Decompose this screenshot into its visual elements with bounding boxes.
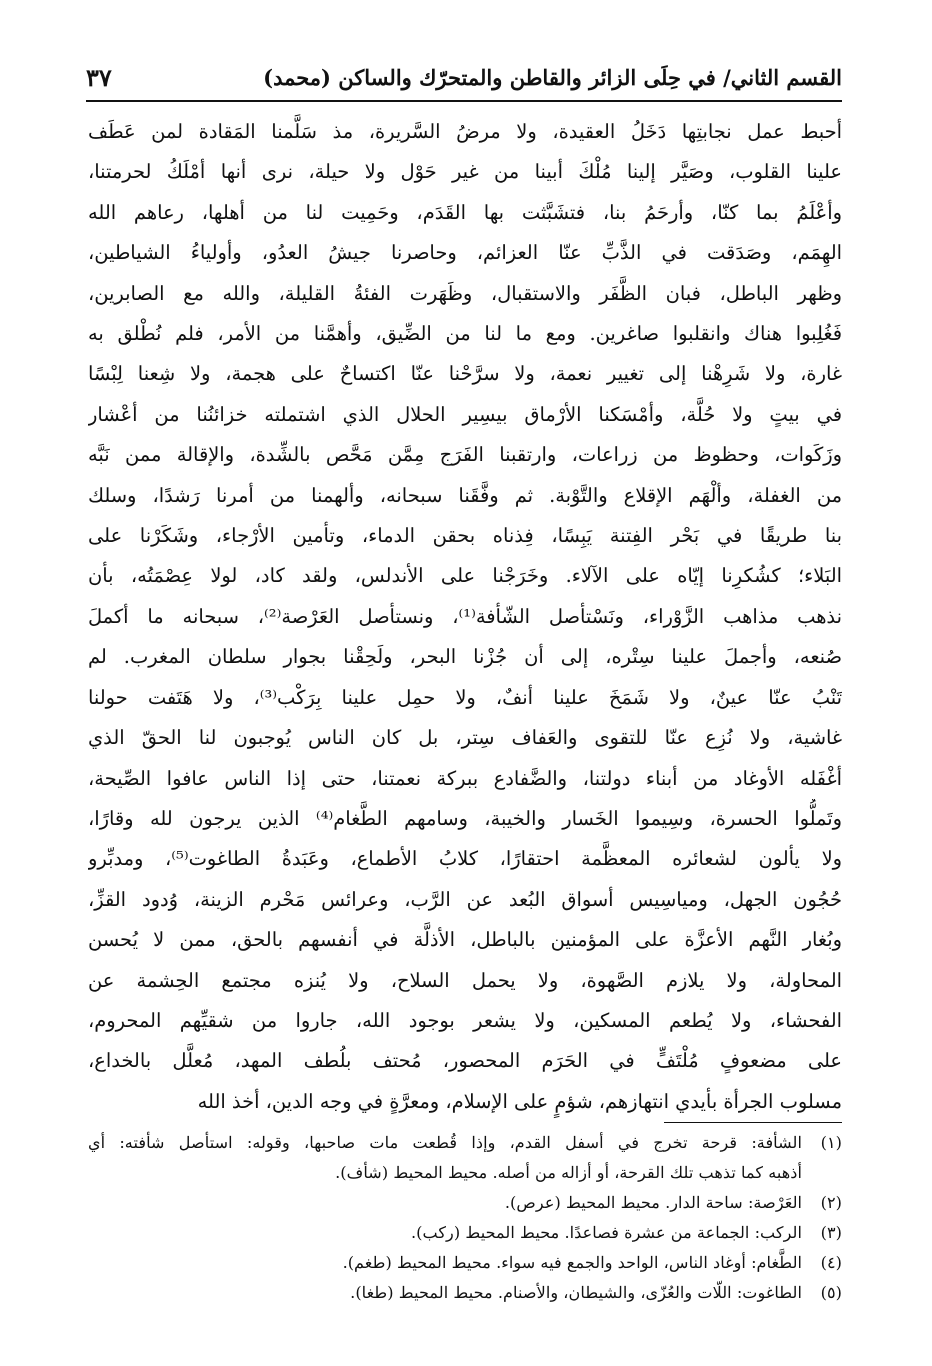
page-number: ٣٧ <box>86 62 112 92</box>
body-line: من الغفلة، وألْهَم الإقلاع والتَّوْبة. ثم وفَّقَنا سبحانه، وألهمنا من أمرنا رَشدًا، وسلك <box>88 483 842 507</box>
body-line: نذهب مذاهب الزَّوْراء، ونَسْتأصل الشّأفة⁽¹⁾، ونستأصل العَرْصة⁽²⁾، سبحانه ما أكملَ <box>88 604 842 628</box>
body-line: على مضعوفٍ مُلْتَفٍّ في الحَرَم المحصور، مُحتف بلُطف المهد، مُعلَّل بالخداع، <box>88 1049 842 1073</box>
footnote-text: الشأفة: قرحة تخرج في أسفل القدم، وإذا قُطعت مات صاحبها، وقوله: استأصل شأفته: أي <box>88 1133 802 1152</box>
body-line: علينا القلوب، وصَيَّر إلينا مُلْكَ أبينا من غير حَوْل ولا حيلة، نرى أنها أمْلَكُ لحرمتنا، <box>88 160 842 184</box>
footnote <box>88 1248 842 1278</box>
body-text <box>88 112 842 1122</box>
body-line: تَنْبُ عنّا عينٌ، ولا شَمَخَ علينا أنفٌ، ولا حمِل علينا بِرَكْب⁽³⁾، ولا هَتَفت حولنا <box>88 685 842 709</box>
page-header <box>86 54 842 102</box>
footnote <box>88 1128 842 1158</box>
body-line: غاشية، ولا نُزِع عنّا للتقوى والعَفاف سِتر، بل كان الناس يُوجبون لنا الحقّ الذي <box>88 726 842 750</box>
body-line: الفحشاء، ولا يُطعم المسكين، ولا يشعر بوجود الله، جاروا من شقيِّهم المحروم، <box>88 1008 842 1032</box>
footnotes <box>88 1128 842 1308</box>
body-line: وزَكَوات، وحظوظ من زراعات، وارتقبنا الفَرَج مِمَّن مَحَّص بالشِّدة، والإقالة ممن نَبَّه <box>88 443 842 467</box>
body-line: أغْفَله الأوغاد من أبناء دولتنا، والضَّفادع ببركة نعمتنا، حتى إذا الناس عافوا الصِّيحة، <box>88 766 842 790</box>
body-line: غارة، ولا شَرِهْنا إلى تغيير نعمة، ولا سرَّحْنا عنّا اكتساحٌ على هجمة، ولا شِعنا لِبْسًا <box>88 362 842 386</box>
footnote-text: العَرْصة: ساحة الدار. محيط المحيط (عرص). <box>504 1193 802 1212</box>
footnote-number: (٣) <box>820 1223 842 1242</box>
footnote <box>88 1218 842 1248</box>
footnote-number: (٢) <box>820 1193 842 1212</box>
body-line: أحبط عمل نجابتِها دَخَلُ العقيدة، ولا مرضُ السَّريرة، مذ سَلَّمنا المَقادة لمن عَطَف <box>88 120 842 143</box>
footnote-number: (١) <box>820 1133 842 1152</box>
body-line: في بيتٍ ولا حُلَّة، وأمْسَكنا الأرْماق بيسِير الحلال الذي اشتملته خزائنُنا من أعْشار <box>88 402 842 426</box>
body-line: الهِمَم، وصَدَقت في الذَّبِّ عنّا العزائم، وحاصرنا جيشُ العدُو، وأولياءُ الشياطين، <box>88 241 842 265</box>
footnote-text: الركب: الجماعة من عشرة فصاعدًا. محيط المحيط (ركب). <box>410 1223 802 1242</box>
footnote-separator <box>664 1122 842 1123</box>
footnote <box>88 1188 842 1218</box>
body-line: وظهر الباطل، فبان الظَّفَر والاستقبال، وظَهَرت الفئةُ القليلة، والله مع الصابرين، <box>88 281 842 305</box>
body-line: المحاولة، ولا يلازم الصَّهوة، ولا يحمل السلاح، ولا يُنزه مجتمع الحِشمة عن <box>88 968 842 992</box>
body-line: بنا طريقًا في بَحْر الفِتنة يَبِسًا، فِذناه بحقن الدماء، وتأمين الأرْجاء، وشَكَرْنا على <box>88 524 842 548</box>
footnote-text: الطَّغام: أوغاد الناس، الواحد والجمع فيه سواء. محيط المحيط (طغم). <box>342 1253 802 1272</box>
footnote-text: أذهبه كما تذهب تلك القرحة، أو أزاله من أصله. محيط المحيط (شأف). <box>335 1163 802 1182</box>
body-line: ولا يألون لشعائره المعظَّمة احتقارًا، كلابُ الأطماع، وعَبَدةُ الطاغوت⁽⁵⁾، ومدبِّرو <box>88 847 842 871</box>
footnote-number: (٥) <box>820 1283 842 1302</box>
body-line: وتَملُّوا الحسرة، وسِيموا الخَسار والخيبة، وسامهم الطَّغام⁽⁴⁾ الذين يرجون لله وقارًا، <box>88 806 842 830</box>
footnote-number: (٤) <box>820 1253 842 1272</box>
body-line: وأعْلَمُ بما كنّا، وأرحَمُ بنا، فتشَبَّثت بها القَدَم، وحَمِيت لنا من أهلها، رعاهم الله <box>88 200 842 224</box>
running-title: القسم الثاني/ في حِلَى الزائر والقاطن والمتحرّك والساكن (محمد) <box>263 64 842 90</box>
body-line: البَلاء؛ كشُكرِنا إيّاه على الآلاء. وخَرَجْنا على الأندلس، ولقد كاد، لولا عِصْمَتُه، بأن <box>88 564 842 588</box>
footnote-text: الطاغوت: اللّات والعُزّى، والشيطان، والأصنام. محيط المحيط (طغا). <box>350 1283 802 1302</box>
body-line: فَغُلِبوا هناك وانقلبوا صاغرين. ومع ما لنا من الضِّيق، وأهمَّنا من الأمر، فلم نُطْلق به <box>88 322 842 346</box>
body-line: حُجُون الجهل، ومياسِيس أسواق البُعد عن الرَّب، وعرائس مَحْرم الزينة، وُدود القزِّ، <box>88 887 842 911</box>
body-line: وبُغار النَّهم الأعزَّة على المؤمنين بالباطل، الأذلَّة في أنفسهم بالحق، ممن لا يُحسن <box>88 928 842 952</box>
footnote <box>88 1278 842 1308</box>
body-line: صُنعه، وأجملَ علينا سِتْره، إلى أن جُزْنا البحر، ولَحِقْنا بجوار سلطان المغرب. لم <box>88 645 842 669</box>
body-line: مسلوب الجرأة بأيدي انتهازهم، شؤمٍ على الإسلام، ومعرَّةٍ في وجه الدين، أخذ الله <box>197 1089 842 1113</box>
